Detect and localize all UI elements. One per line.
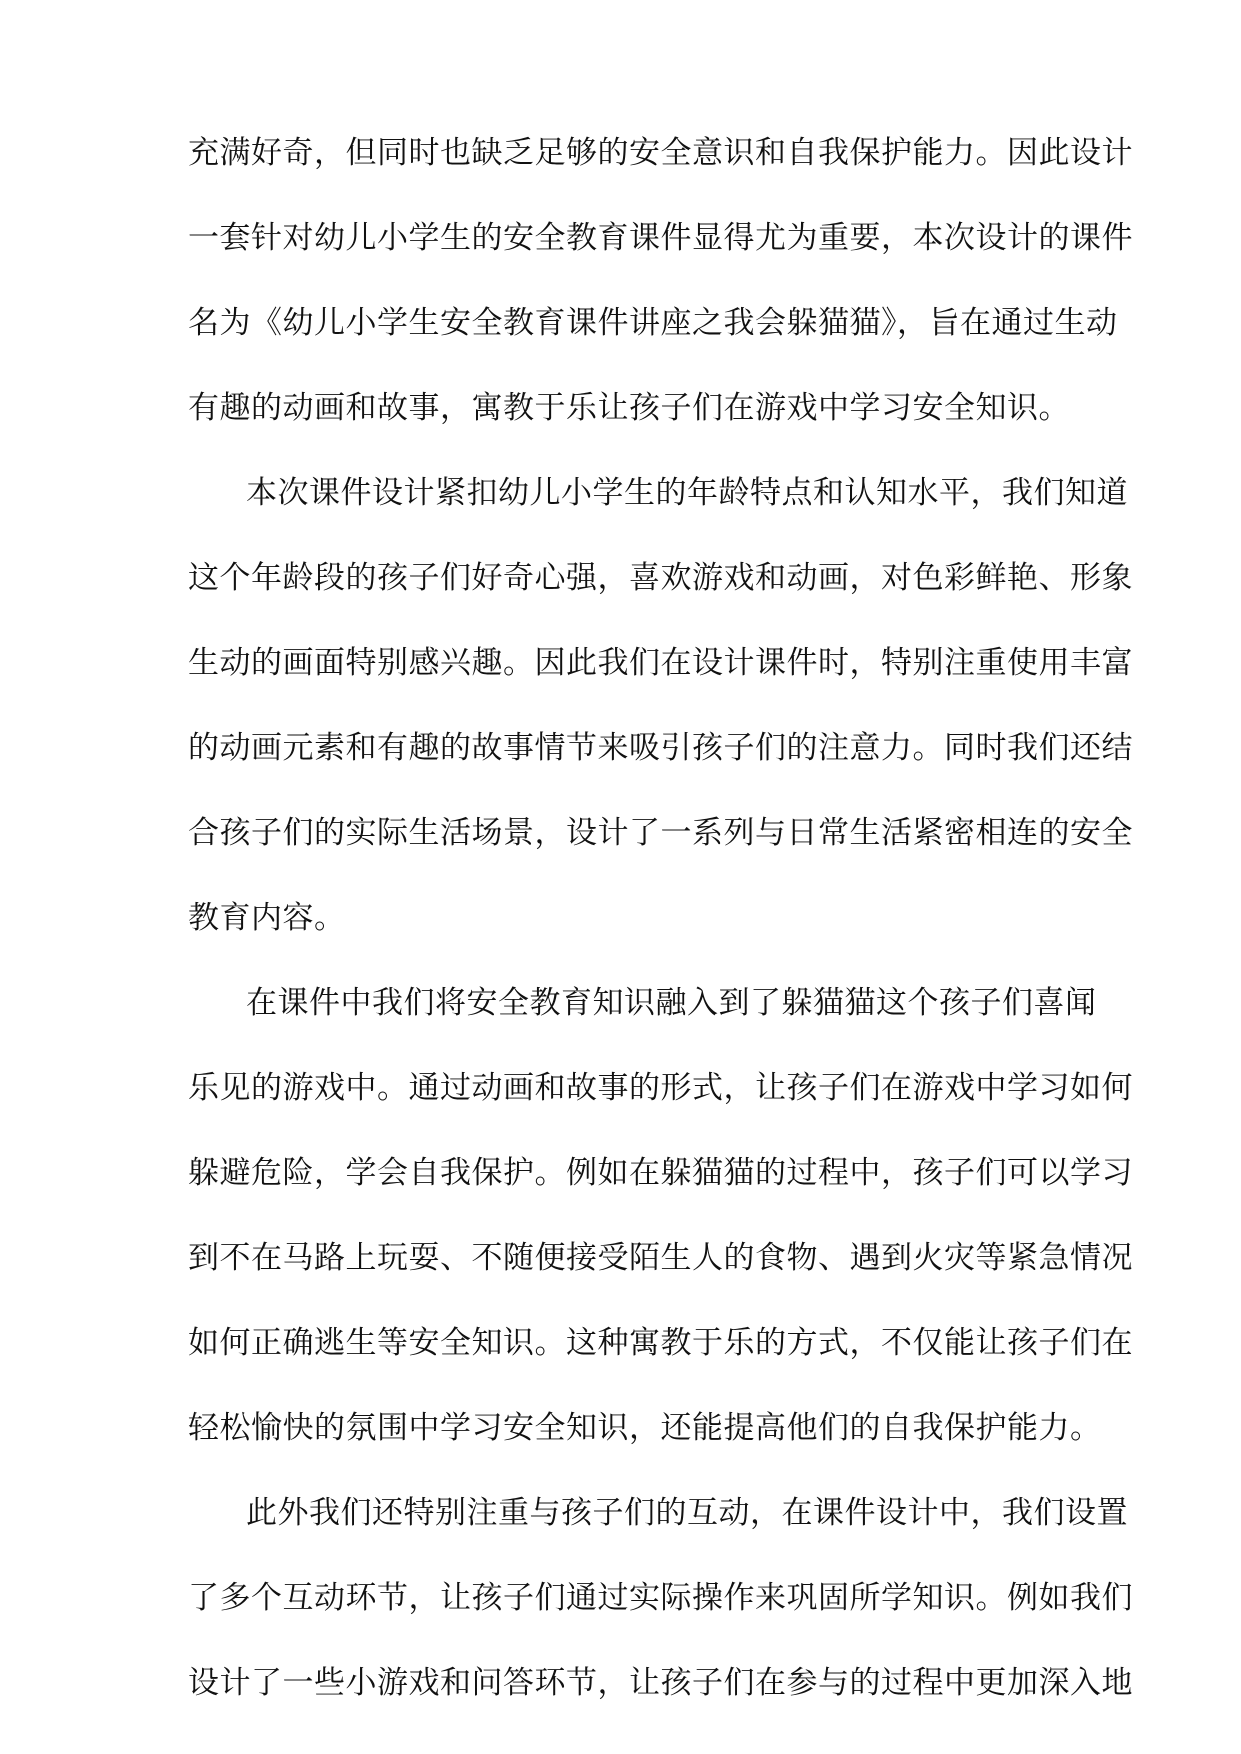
text-line: 到不在马路上玩耍、不随便接受陌生人的食物、遇到火灾等紧急情况 <box>188 1240 1133 1276</box>
text-line: 一套针对幼儿小学生的安全教育课件显得尤为重要，本次设计的课件 <box>188 220 1133 256</box>
text-line: 躲避危险，学会自我保护。例如在躲猫猫的过程中，孩子们可以学习 <box>188 1155 1133 1191</box>
text-line: 有趣的动画和故事，寓教于乐让孩子们在游戏中学习安全知识。 <box>188 390 1070 426</box>
text-line: 名为《幼儿小学生安全教育课件讲座之我会躲猫猫》，旨在通过生动 <box>188 305 1118 341</box>
paragraph-first-line: 本次课件设计紧扣幼儿小学生的年龄特点和认知水平，我们知道 <box>246 475 1128 511</box>
text-line: 教育内容。 <box>188 900 346 936</box>
text-line: 的动画元素和有趣的故事情节来吸引孩子们的注意力。同时我们还结 <box>188 730 1133 766</box>
paragraph-first-line: 在课件中我们将安全教育知识融入到了躲猫猫这个孩子们喜闻 <box>246 985 1097 1021</box>
text-line: 乐见的游戏中。通过动画和故事的形式，让孩子们在游戏中学习如何 <box>188 1070 1133 1106</box>
text-line: 合孩子们的实际生活场景，设计了一系列与日常生活紧密相连的安全 <box>188 815 1133 851</box>
text-line: 这个年龄段的孩子们好奇心强，喜欢游戏和动画，对色彩鲜艳、形象 <box>188 560 1133 596</box>
paragraph-first-line: 此外我们还特别注重与孩子们的互动，在课件设计中，我们设置 <box>246 1495 1128 1531</box>
text-line: 设计了一些小游戏和问答环节，让孩子们在参与的过程中更加深入地 <box>188 1665 1133 1701</box>
text-line: 充满好奇，但同时也缺乏足够的安全意识和自我保护能力。因此设计 <box>188 135 1133 171</box>
text-line: 轻松愉快的氛围中学习安全知识，还能提高他们的自我保护能力。 <box>188 1410 1102 1446</box>
text-line: 如何正确逃生等安全知识。这种寓教于乐的方式，不仅能让孩子们在 <box>188 1325 1133 1361</box>
text-line: 生动的画面特别感兴趣。因此我们在设计课件时，特别注重使用丰富 <box>188 645 1133 681</box>
text-line: 了多个互动环节，让孩子们通过实际操作来巩固所学知识。例如我们 <box>188 1580 1133 1616</box>
